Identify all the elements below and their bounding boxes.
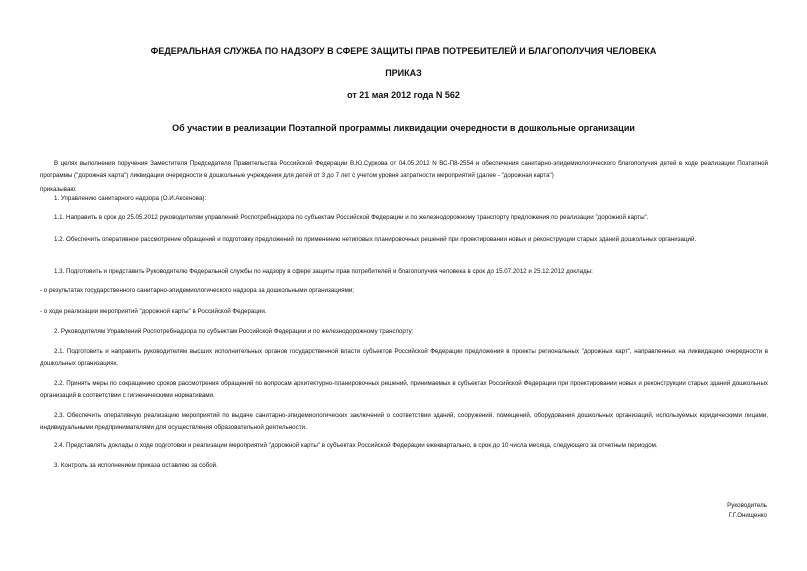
clause-3: 3. Контроль за исполнением приказа оставляю за собой. [54, 462, 218, 469]
document-subject: Об участии в реализации Поэтапной программы ликвидации очередности в дошкольные организации [172, 123, 635, 133]
clause-2-1: 2.1. Подготовить и направить руководителям высших исполнительных органов государственной власти субъектов Российской Федерации предложения в проекты региональных "дорожных карт", направленных на ликвидацию очередности в дошкольных организациях. [40, 348, 768, 367]
dash-item-1: - о результатах государственного санитарно-эпидемиологического надзора за дошкольными организациями; [40, 287, 354, 294]
clause-1: 1. Управлению санитарного надзора (О.И.Аксенова): [54, 195, 207, 202]
agency-heading: ФЕДЕРАЛЬНАЯ СЛУЖБА ПО НАДЗОРУ В СФЕРЕ ЗАЩИТЫ ПРАВ ПОТРЕБИТЕЛЕЙ И БЛАГОПОЛУЧИЯ ЧЕЛОВЕКА [150, 46, 657, 56]
clause-1-2: 1.2. Обеспечить оперативное рассмотрение обращений и подготовку предложений по применению нетиповых планировочных решений при проектировании новых и реконструкции старых зданий дошкольных организаций. [54, 236, 697, 243]
document-date-number: от 21 мая 2012 года N 562 [347, 90, 460, 100]
order-word: приказываю: [40, 186, 77, 193]
preamble-paragraph: В целях выполнения поручения Заместителя Председателя Правительства Российской Федерации В.Ю.Суркова от 04.05.2012 N ВС-П8-2554 и обеспечения санитарно-эпидемиологического благополучия детей в ходе реализации Поэтапной программы ("дорожная карта") ликвидации очередности в дошкольные учреждения для детей от 3 до 7 лет с учетом уровня затратности мероприятий (далее - "дорожная карта") [40, 160, 768, 179]
dash-item-2: - о ходе реализации мероприятий "дорожной карты" в Российской Федерации. [40, 308, 267, 315]
signature-title: Руководитель [727, 502, 767, 509]
document-type: ПРИКАЗ [385, 68, 422, 78]
clause-2-4: 2.4. Представлять доклады о ходе подготовки и реализации мероприятий "дорожной карты" в субъектах Российской Федерации ежеквартально, в срок до 10 числа месяца, следующего за отчетным периодом. [54, 442, 658, 449]
clause-1-1: 1.1. Направить в срок до 25.05.2012 руководителям управлений Роспотребнадзора по субъектам Российской Федерации и по железнодорожному транспорту предложения по реализации "дорожной карты". [54, 214, 649, 221]
clause-2-2: 2.2. Принять меры по сокращению сроков рассмотрения обращений по вопросам архитектурно-планировочных решений, принимаемых в субъектах Российской Федерации при проектировании новых и реконструкции старых зданий дошкольных организаций в соответствии с гигиеническими нормативами. [40, 380, 768, 399]
signature-name: Г.Г.Онищенко [728, 512, 767, 519]
clause-1-3: 1.3. Подготовить и представить Руководителю Федеральной службы по надзору в сфере защиты прав потребителей и благополучия человека в срок до 15.07.2012 и 25.12.2012 доклады: [54, 268, 593, 275]
clause-2: 2. Руководителям Управлений Роспотребнадзора по субъектам Российской Федерации и по железнодорожному транспорту: [54, 328, 414, 335]
clause-2-3: 2.3. Обеспечить оперативную реализацию мероприятий по выдаче санитарно-эпидемиологических заключений о соответствии зданий, сооружений, помещений, оборудования дошкольных организаций, используемых юридическими лицами, индивидуальными предпринимателями для осуществления образовательной деятельности. [40, 412, 768, 431]
